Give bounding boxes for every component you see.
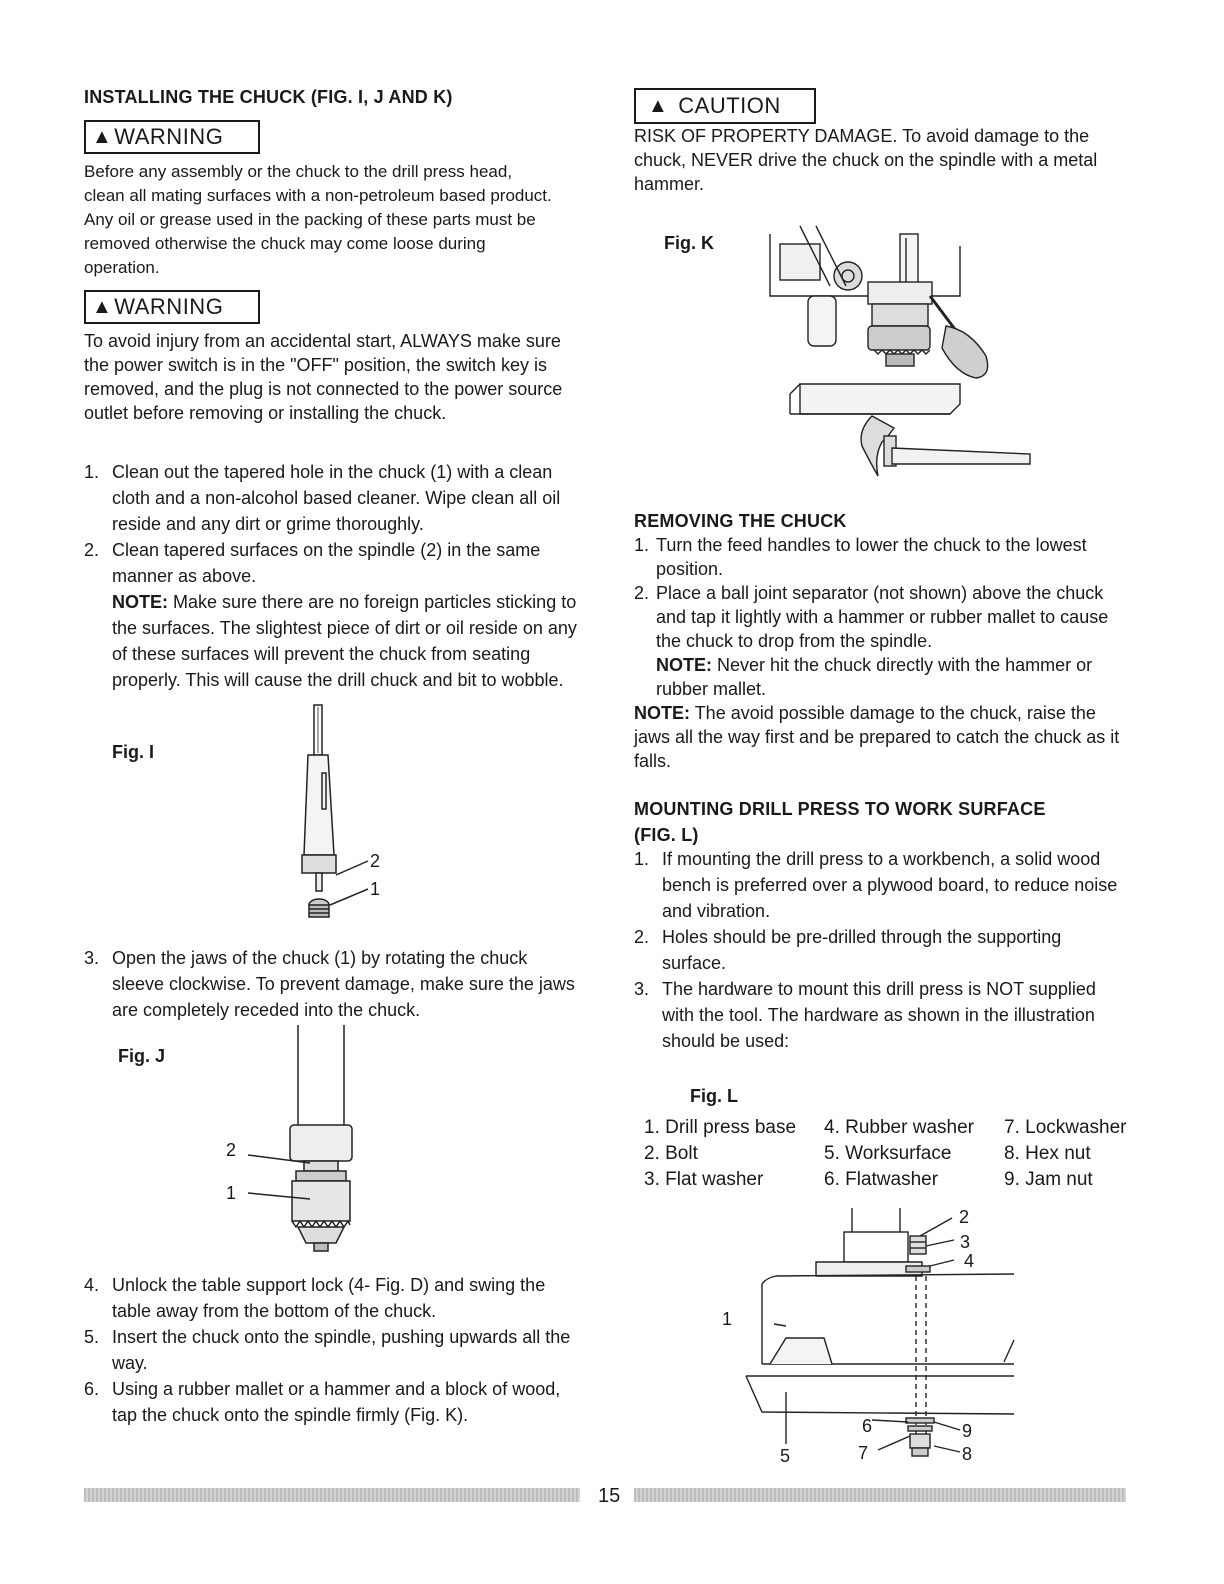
fig-l-callout-8: 8 [962,1444,973,1464]
list-item: 2. Place a ball joint separator (not shown) above the chuck and tap it lightly with a hammer or rubber mallet to cause the chuck to drop from the spindle. NOTE: Never hit the chuck directly with the hammer or rubber mallet. [634,583,1109,699]
fig-l-callout-7: 7 [858,1443,869,1463]
fig-l-drawing [740,1200,1030,1470]
list-item: 1. Clean out the tapered hole in the chuck (1) with a clean cloth and a non-alcohol based cleaner. Wipe clean all oil reside and any dirt or grime thoroughly. [84,462,561,534]
fig-i-label: Fig. I [112,742,154,762]
list-item: 5. Insert the chuck onto the spindle, pushing upwards all the way. [84,1327,571,1373]
part-item: 9. Jam nut [1004,1169,1093,1190]
list-item: 1. If mounting the drill press to a workbench, a solid wood bench is preferred over a plywood board, to reduce noise and vibration. [634,849,1118,921]
fig-l-callout-5: 5 [780,1446,791,1466]
part-item: 7. Lockwasher [1004,1117,1127,1138]
list-item: 3. Open the jaws of the chuck (1) by rotating the chuck sleeve clockwise. To prevent damage, make sure the jaws are completely receded into the chuck. [84,948,575,1020]
footer-bar-left [84,1488,580,1502]
warning-label-1: ▲ WARNING [84,120,260,154]
fig-i-drawing [290,705,400,925]
fig-l-callout-3: 3 [960,1232,971,1252]
fig-l-callout-2: 2 [959,1207,970,1227]
list-item: 2. Clean tapered surfaces on the spindle (2) in the same manner as above. NOTE: Make sure there are no foreign particles sticking to the surfaces. The slightest piece of dirt or oil reside on any of these surfaces will prevent the chuck from seating properly. This will cause the drill chuck and bit to wobble. [84,540,577,690]
caution-triangle-icon: ▲ [648,94,669,117]
warning-triangle-icon: ▲ [92,295,113,318]
part-item: 8. Hex nut [1004,1143,1091,1164]
fig-j-drawing [240,1025,370,1260]
warning-triangle-icon: ▲ [92,125,113,148]
install-steps-c [84,1272,580,1428]
fig-k-label: Fig. K [664,233,714,253]
fig-l-label: Fig. L [690,1086,738,1106]
list-item: 2. Holes should be pre-drilled through the supporting surface. [634,927,1062,973]
page-number: 15 [598,1485,621,1507]
part-item: 6. Flatwasher [824,1169,939,1190]
caution-label: ▲ CAUTION [634,88,816,124]
part-item: 2. Bolt [644,1143,698,1164]
fig-l-callout-9: 9 [962,1421,973,1441]
caution-text: RISK OF PROPERTY DAMAGE. To avoid damage to the chuck, NEVER drive the chuck on the spindle with a metal hammer. [634,126,1098,194]
footer-bar-right [634,1488,1126,1502]
list-item: 1. Turn the feed handles to lower the chuck to the lowest position. [634,535,1087,579]
warning-1-text: Before any assembly or the chuck to the drill press head, clean all mating surfaces with a non-petroleum based product. Any oil or grease used in the packing of these parts must be removed otherwise the chuck may come loose during operation. [84,162,552,277]
fig-i-callout-2: 2 [370,851,381,871]
fig-l-callout-1: 1 [722,1309,733,1329]
part-item: 3. Flat washer [644,1169,764,1190]
fig-k-drawing [760,226,1040,491]
list-item: 6. Using a rubber mallet or a hammer and a block of wood, tap the chuck onto the spindle firmly (Fig. K). [84,1379,561,1425]
section-heading-installing: INSTALLING THE CHUCK (FIG. I, J AND K) [84,87,453,107]
part-item: 4. Rubber washer [824,1117,974,1138]
fig-j-callout-1: 1 [226,1183,237,1203]
removing-steps [634,533,1124,773]
warning-label-2: ▲ WARNING [84,290,260,324]
removing-heading: REMOVING THE CHUCK [634,511,847,531]
mounting-heading: MOUNTING DRILL PRESS TO WORK SURFACE (FIG. L) [634,799,1046,845]
part-item: 5. Worksurface [824,1143,952,1164]
removing-note: NOTE: The avoid possible damage to the chuck, raise the jaws all the way first and be prepared to catch the chuck as it falls. [634,703,1120,771]
warning-2-text: To avoid injury from an accidental start, ALWAYS make sure the power switch is in the "OFF" position, the switch key is removed, and the plug is not connected to the power source outlet before removing or installing the chuck. [84,331,563,423]
mounting-steps [634,846,1130,1054]
fig-j-label: Fig. J [118,1046,166,1066]
part-item: 1. Drill press base [644,1117,797,1138]
fig-l-callout-4: 4 [964,1251,975,1271]
install-steps-a [84,459,580,693]
install-steps-b [84,945,580,1023]
fig-i-callout-1: 1 [370,879,381,899]
fig-l-callout-6: 6 [862,1416,873,1436]
list-item: 4. Unlock the table support lock (4- Fig. D) and swing the table away from the bottom of the chuck. [84,1275,546,1321]
fig-j-callout-2: 2 [226,1140,237,1160]
list-item: 3. The hardware to mount this drill press is NOT supplied with the tool. The hardware as shown in the illustration should be used: [634,979,1096,1051]
